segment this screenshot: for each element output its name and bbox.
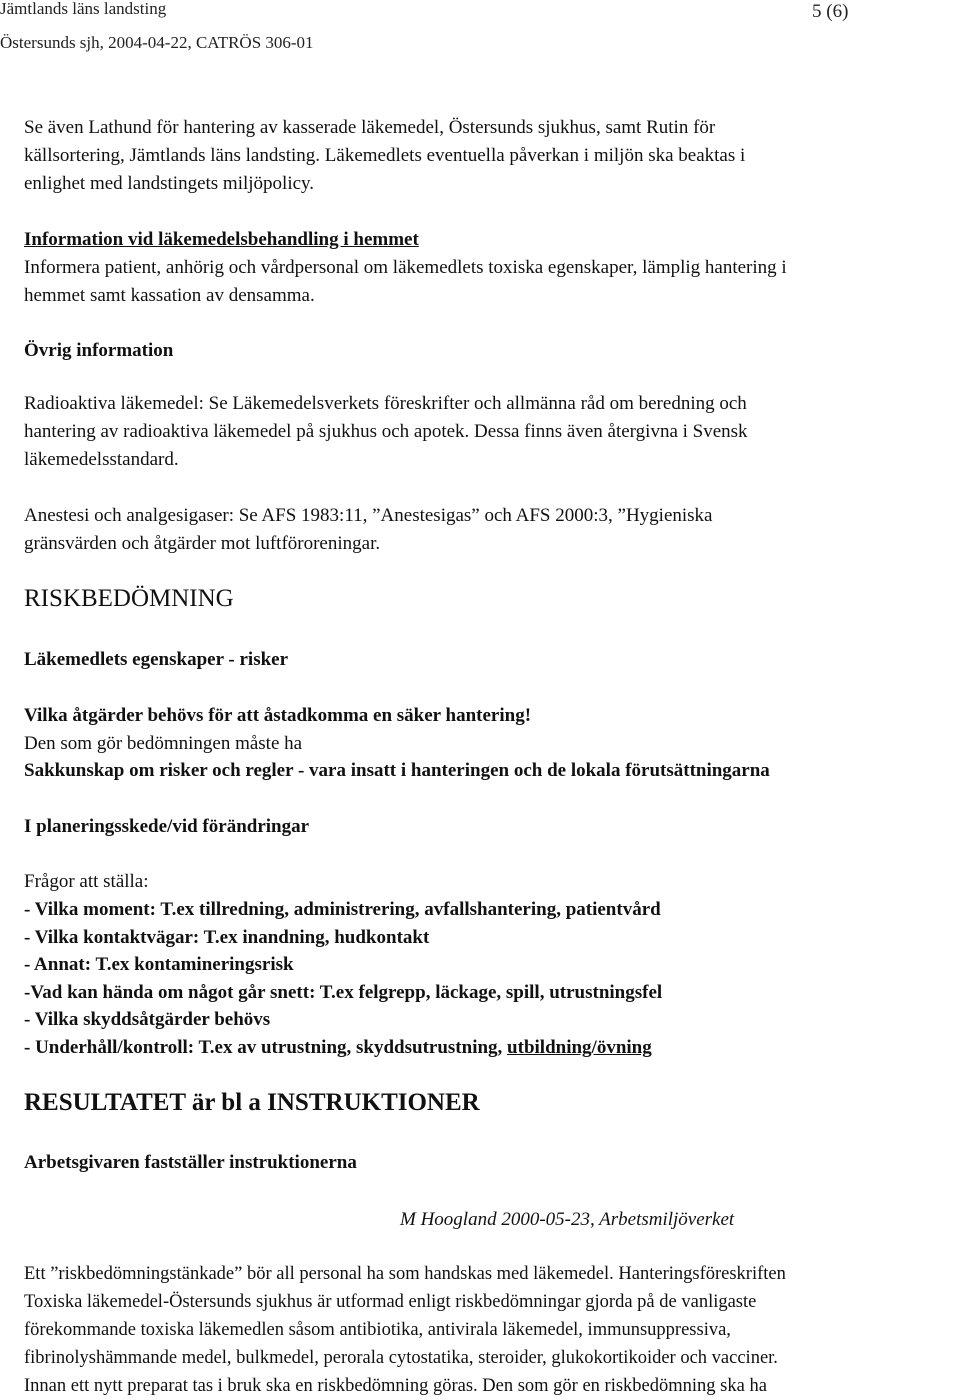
planning-heading: I planeringsskede/vid förändringar xyxy=(24,816,310,837)
result-subheading: Arbetsgivaren fastställer instruktionerna xyxy=(24,1152,357,1173)
question-item: - Annat: T.ex kontamineringsrisk xyxy=(24,954,294,975)
question-item-text: - Underhåll/kontroll: T.ex av utrustning, skyddsutrustning, xyxy=(24,1037,508,1058)
other-heading: Övrig information xyxy=(24,340,174,361)
radio-line: Radioaktiva läkemedel: Se Läkemedelsverkets föreskrifter och allmänna råd om beredning och xyxy=(24,393,747,414)
home-paragraph xyxy=(24,254,787,310)
source-citation: M Hoogland 2000-05-23, Arbetsmiljöverket xyxy=(400,1209,735,1230)
anest-line: gränsvärden och åtgärder mot luftföroreningar. xyxy=(24,533,381,554)
radio-paragraph xyxy=(24,390,748,474)
intro-paragraph xyxy=(24,114,745,198)
radio-line: läkemedelsstandard. xyxy=(24,449,179,470)
intro-line: Se även Lathund för hantering av kasserade läkemedel, Östersunds sjukhus, samt Rutin för xyxy=(24,117,716,138)
intro-line: enlighet med landstingets miljöpolicy. xyxy=(24,173,315,194)
result-heading: RESULTATET är bl a INSTRUKTIONER xyxy=(24,1089,480,1116)
question-item: - Vilka kontaktvägar: T.ex inandning, hudkontakt xyxy=(24,927,430,948)
risk-knowledge: Sakkunskap om risker och regler - vara insatt i hanteringen och de lokala förutsättningarna xyxy=(24,760,770,781)
anest-paragraph xyxy=(24,502,712,558)
closing-line: Innan ett nytt preparat tas i bruk ska en riskbedömning göras. Den som gör en riskbedömning ska ha xyxy=(24,1376,767,1396)
risk-who: Den som gör bedömningen måste ha xyxy=(24,733,303,754)
question-item xyxy=(24,1034,652,1062)
questions-label: Frågor att ställa: xyxy=(24,871,149,892)
closing-line: Toxiska läkemedel-Östersunds sjukhus är utformad enligt riskbedömningar gjorda på de vanligaste xyxy=(24,1292,757,1312)
home-line: Informera patient, anhörig och vårdpersonal om läkemedlets toxiska egenskaper, lämplig hantering i xyxy=(24,257,787,278)
training-link-text: utbildning/övning xyxy=(507,1037,652,1058)
header-org: Jämtlands läns landsting xyxy=(0,0,167,18)
closing-paragraph xyxy=(24,1260,786,1400)
intro-line: källsortering, Jämtlands läns landsting. Läkemedlets eventuella påverkan i miljön ska beaktas i xyxy=(24,145,746,166)
closing-line: förekommande toxiska läkemedlen såsom antibiotika, antivirala läkemedel, immunsuppressiva, xyxy=(24,1320,731,1340)
question-item: - Vilka moment: T.ex tillredning, administrering, avfallshantering, patientvård xyxy=(24,899,661,920)
header-reference: Östersunds sjh, 2004-04-22, CATRÖS 306-01 xyxy=(0,33,314,52)
home-line: hemmet samt kassation av densamma. xyxy=(24,285,315,306)
closing-line: fibrinolyshämmande medel, bulkmedel, perorala cytostatika, steroider, glukokortikoider och vacciner. xyxy=(24,1348,778,1368)
radio-line: hantering av radioaktiva läkemedel på sjukhus och apotek. Dessa finns även återgivna i Svensk xyxy=(24,421,748,442)
anest-line: Anestesi och analgesigaser: Se AFS 1983:11, ”Anestesigas” och AFS 2000:3, ”Hygieniska xyxy=(24,505,713,526)
page-number: 5 (6) xyxy=(812,1,849,22)
closing-line: Ett ”riskbedömningstänkade” bör all personal ha som handskas med läkemedel. Hanteringsföreskriften xyxy=(24,1264,786,1284)
home-heading: Information vid läkemedelsbehandling i hemmet xyxy=(24,229,419,250)
risk-heading: RISKBEDÖMNING xyxy=(24,585,234,612)
question-item: - Vilka skyddsåtgärder behövs xyxy=(24,1009,271,1030)
question-item: -Vad kan hända om något går snett: T.ex felgrepp, läckage, spill, utrustningsfel xyxy=(24,982,663,1003)
risk-subheading: Läkemedlets egenskaper - risker xyxy=(24,649,289,670)
risk-question: Vilka åtgärder behövs för att åstadkomma en säker hantering! xyxy=(24,705,532,726)
